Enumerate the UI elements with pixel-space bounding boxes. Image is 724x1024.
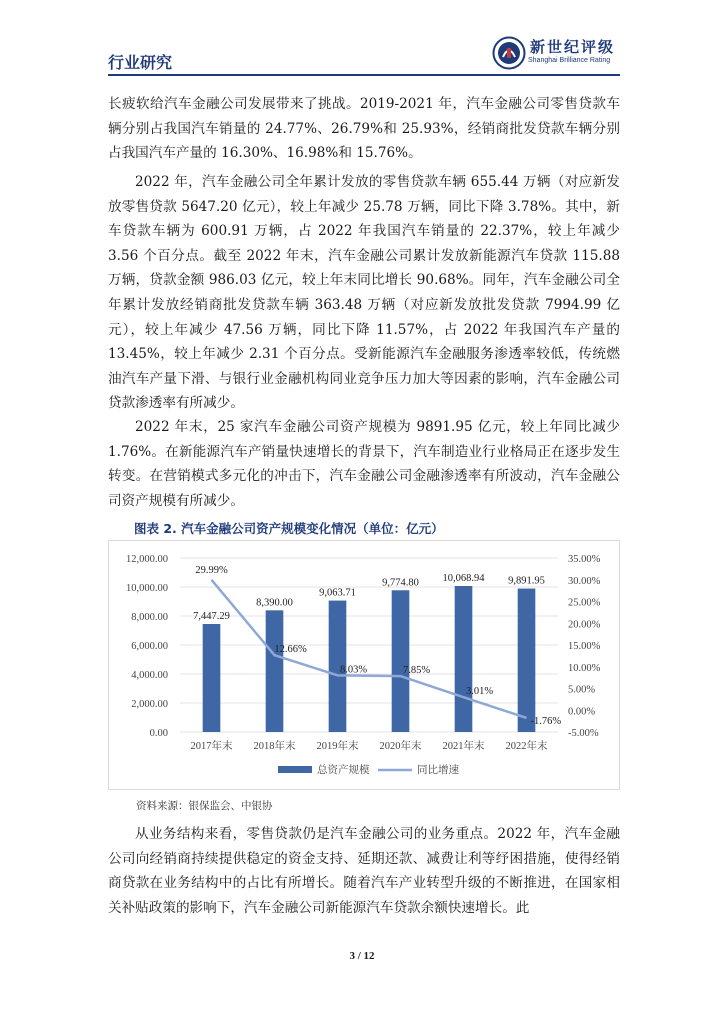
left-axis-tick-label: 4,000.00 xyxy=(131,670,168,681)
bar-data-label: 9,891.95 xyxy=(508,575,545,587)
bar-data-label: 9,063.71 xyxy=(319,587,356,599)
left-axis-tick-label: 2,000.00 xyxy=(131,699,168,710)
left-axis-tick-label: 0.00 xyxy=(149,728,168,739)
paragraph-1: 长疲软给汽车金融公司发展带来了挑战。2019-2021 年，汽车金融公司零售贷款车辆分别占我国汽车销量的 24.77%、26.79%和 25.93%，经销商批发贷款车辆分别占我国汽车产量的 16.30%、16.98%和 15.76%。 xyxy=(108,96,620,162)
line-data-label: -1.76% xyxy=(530,715,562,727)
logo-emblem-icon xyxy=(492,36,526,70)
right-axis-tick-label: 30.00% xyxy=(568,575,601,587)
bar-data-label: 8,390.00 xyxy=(256,597,293,609)
x-axis-tick-label: 2018年末 xyxy=(253,741,296,752)
x-axis-tick-label: 2021年末 xyxy=(442,741,485,752)
header-divider xyxy=(108,74,620,76)
right-axis-tick-label: 35.00% xyxy=(568,554,601,565)
right-axis-tick-label: 5.00% xyxy=(568,684,596,696)
line-data-label: 8.03% xyxy=(339,664,368,676)
page-number: 3 / 12 xyxy=(349,950,375,962)
left-axis-tick-label: 6,000.00 xyxy=(131,641,168,652)
right-axis-tick-label: 0.00% xyxy=(568,706,596,718)
x-axis-tick-label: 2017年末 xyxy=(190,741,233,752)
left-axis-tick-label: 12,000.00 xyxy=(126,554,168,565)
right-axis-tick-label: -5.00% xyxy=(568,728,599,739)
paragraph-4: 从业务结构来看，零售贷款仍是汽车金融公司的业务重点。2022 年，汽车金融公司向经销商持续提供稳定的资金支持、延期还款、减费让利等纾困措施，使得经销商贷款在业务结构中的占比有所增长。随着汽车产业转型升级的不断推进，在国家相关补贴政策的影响下，汽车金融公司新能源汽车贷款余额快速增长。此 xyxy=(108,826,620,916)
bar-data-label: 10,068.94 xyxy=(442,573,485,585)
line-data-label: 3.01% xyxy=(465,686,494,698)
bar xyxy=(392,590,410,732)
left-axis-tick-label: 10,000.00 xyxy=(126,583,168,594)
section-title: 行业研究 xyxy=(108,53,173,72)
right-axis-tick-label: 15.00% xyxy=(568,641,601,652)
company-logo xyxy=(492,34,622,72)
chart-caption: 图表 2. 汽车金融公司资产规模变化情况（单位：亿元） xyxy=(134,521,444,536)
asset-scale-chart xyxy=(108,540,620,790)
line-data-label: 29.99% xyxy=(195,564,228,576)
paragraph-3: 2022 年末，25 家汽车金融公司资产规模为 9891.95 亿元，较上年同比减少 1.76%。在新能源汽车产销量快速增长的背景下，汽车制造业行业格局正在逐步发生转变。在营销模式多元化的冲击下，汽车金融公司金融渗透率有所波动，汽车金融公司资产规模有所减少。 xyxy=(108,419,620,509)
chart-source: 资料来源：银保监会、中银协 xyxy=(136,800,273,812)
legend-bar-label: 总资产规模 xyxy=(317,765,370,776)
bar xyxy=(203,624,221,732)
right-axis-tick-label: 25.00% xyxy=(568,597,601,609)
paragraph-2: 2022 年，汽车金融公司全年累计发放的零售贷款车辆 655.44 万辆（对应新发放零售贷款 5647.20 亿元），较上年减少 25.78 万辆，同比下降 3.78%。其中，新车贷款车辆为 600.91 万辆，占 2022 年我国汽车销量的 22.37%，较上年减少 3.56 个百分点。截至 2022 年末，汽车金融公司累计发放新能源汽车贷款 115.88 万辆，贷款金额 986.03 亿元，较上年末同比增长 90.68%。同年，汽车金融公司全年累计发放经销商批发贷款车辆 363.48 万辆（对应新发放批发贷款 7994.99 亿元），较上年减少 47.56 万辆，同比下降 11.57%，占 2022 年我国汽车产量的 13.45%，较上年减少 2.31 个百分点。受新能源汽车金融服务渗透率较低，传统燃油汽车产量下滑、与银行业金融机构同业竞争压力加大等因素的影响，汽车金融公司贷款渗透率有所减少。 xyxy=(108,174,620,412)
logo-text-en: Shanghai Brilliance Rating xyxy=(528,57,611,64)
bar-data-label: 7,447.29 xyxy=(193,611,230,623)
x-axis-tick-label: 2020年末 xyxy=(379,741,422,752)
logo-text-cn: 新世纪评级 xyxy=(530,38,616,56)
legend-bar-swatch xyxy=(278,766,312,773)
right-axis-tick-label: 10.00% xyxy=(568,662,601,674)
x-axis-tick-label: 2019年末 xyxy=(316,741,359,752)
bar xyxy=(266,610,284,732)
line-data-label: 7.85% xyxy=(402,665,431,677)
left-axis-tick-label: 8,000.00 xyxy=(131,612,168,623)
bar xyxy=(455,586,473,732)
right-axis-tick-label: 20.00% xyxy=(568,619,601,631)
bar xyxy=(518,589,536,732)
line-data-label: 12.66% xyxy=(274,644,307,656)
x-axis-tick-label: 2022年末 xyxy=(505,741,548,752)
legend-line-label: 同比增速 xyxy=(417,765,459,776)
bar-data-label: 9,774.80 xyxy=(382,577,419,589)
